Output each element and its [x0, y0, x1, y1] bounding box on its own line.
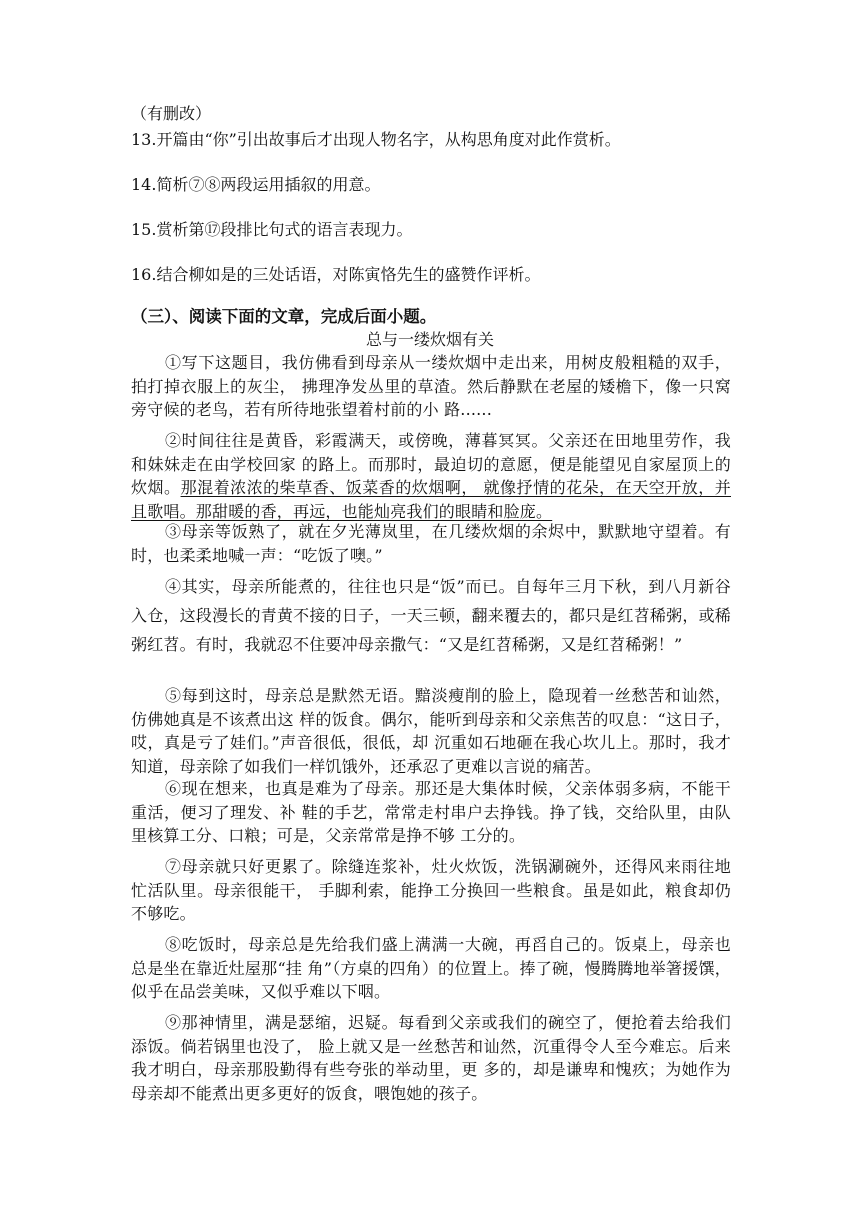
- paragraph-2-underlined: 那混着浓浓的柴草香、饭菜香的炊烟啊， 就像抒情的花朵，在天空开放，并且歌唱。那甜暖的香，再远，也能灿亮我们的眼睛和脸庞。: [131, 478, 731, 521]
- paragraph-8: ⑧吃饭时，母亲总是先给我们盛上满满一大碗，再舀自己的。饭桌上，母亲也总是坐在靠近灶屋那“挂 角”（方桌的四角）的位置上。捧了碗，慢腾腾地举箸援馔，似乎在品尝美味，又似乎难以下咽。: [131, 935, 731, 1002]
- article-title: 总与一缕炊烟有关: [365, 330, 494, 349]
- paragraph-4: ④其实，母亲所能煮的，往往也只是“饭”而已。自每年三月下秋，到八月新谷入仓，这段漫长的青黄不接的日子，一天三顿，翻来覆去的，都只是红苕稀粥，或稀粥红苕。有时，我就忍不住要冲母亲撒气：“又是红苕稀粥，又是红苕稀粥！”: [131, 577, 731, 654]
- paragraph-1: ①写下这题目，我仿佛看到母亲从一缕炊烟中走出来，用树皮般粗糙的双手，拍打掉衣服上的灰尘， 拂理净发丛里的草渣。然后静默在老屋的矮檐下，像一只窝旁守候的老鸟，若有所待地张望着村前的小 路......: [131, 353, 731, 420]
- question-16: 16.结合柳如是的三处话语，对陈寅恪先生的盛赞作评析。: [131, 265, 541, 284]
- paragraph-9: ⑨那神情里，满是瑟缩，迟疑。每看到父亲或我们的碗空了，便抢着去给我们添饭。倘若锅里也没了， 脸上就又是一丝愁苦和讪然，沉重得令人至今难忘。后来我才明白，母亲那股勤得有些夸张的举动里，更 多的，却是谦卑和愧疚；为她作为母亲却不能煮出更多更好的饭食，喂饱她的孩子。: [131, 1013, 731, 1103]
- section-heading: （三）、阅读下面的文章，完成后面小题。: [131, 307, 437, 326]
- question-15: 15.赏析第⑰段排比句式的语言表现力。: [131, 220, 413, 239]
- paragraph-3: ③母亲等饭熟了，就在夕光薄岚里，在几缕炊烟的余烬中，默默地守望着。有时，也柔柔地喊一声：“吃饭了噢。”: [131, 522, 731, 565]
- paragraph-5: ⑤每到这时，母亲总是默然无语。黯淡瘦削的脸上，隐现着一丝愁苦和讪然，仿佛她真是不该煮出这 样的饭食。偶尔，能听到母亲和父亲焦苦的叹息：“这日子，哎，真是亏了娃们。”声音很低，很低，却 沉重如石地砸在我心坎儿上。那时，我才知道，母亲除了如我们一样饥饿外，还承忍了更难以言说的痛苦。: [131, 686, 731, 776]
- revision-note: （有删改）: [131, 104, 212, 123]
- paragraph-2-text: ②时间往往是黄昏，彩霞满天，或傍晚，薄暮冥冥。父亲还在田地里劳作，我和妹妹走在由学校回家 的路上。而那时，最迫切的意愿，便是能望见自家屋顶上的炊烟。: [131, 431, 731, 498]
- paragraph-2: [131, 429, 731, 523]
- paragraph-6: ⑥现在想来，也真是难为了母亲。那还是大集体时候，父亲体弱多病，不能干重活，便习了理发、补 鞋的手艺，常常走村串户去挣钱。挣了钱，交给队里，由队里核算工分、口粮；可是，父亲常常是挣不够 工分的。: [131, 779, 731, 846]
- paragraph-7: ⑦母亲就只好更累了。除缝连浆补，灶火炊饭，洗锅涮碗外，还得风来雨往地忙活队里。母亲很能干， 手脚利索，能挣工分换回一些粮食。虽是如此，粮食却仍不够吃。: [131, 857, 731, 924]
- question-13: 13.开篇由“你”引出故事后才出现人物名字，从构思角度对此作赏析。: [131, 130, 621, 149]
- question-14: 14.简析⑦⑧两段运用插叙的用意。: [131, 175, 381, 194]
